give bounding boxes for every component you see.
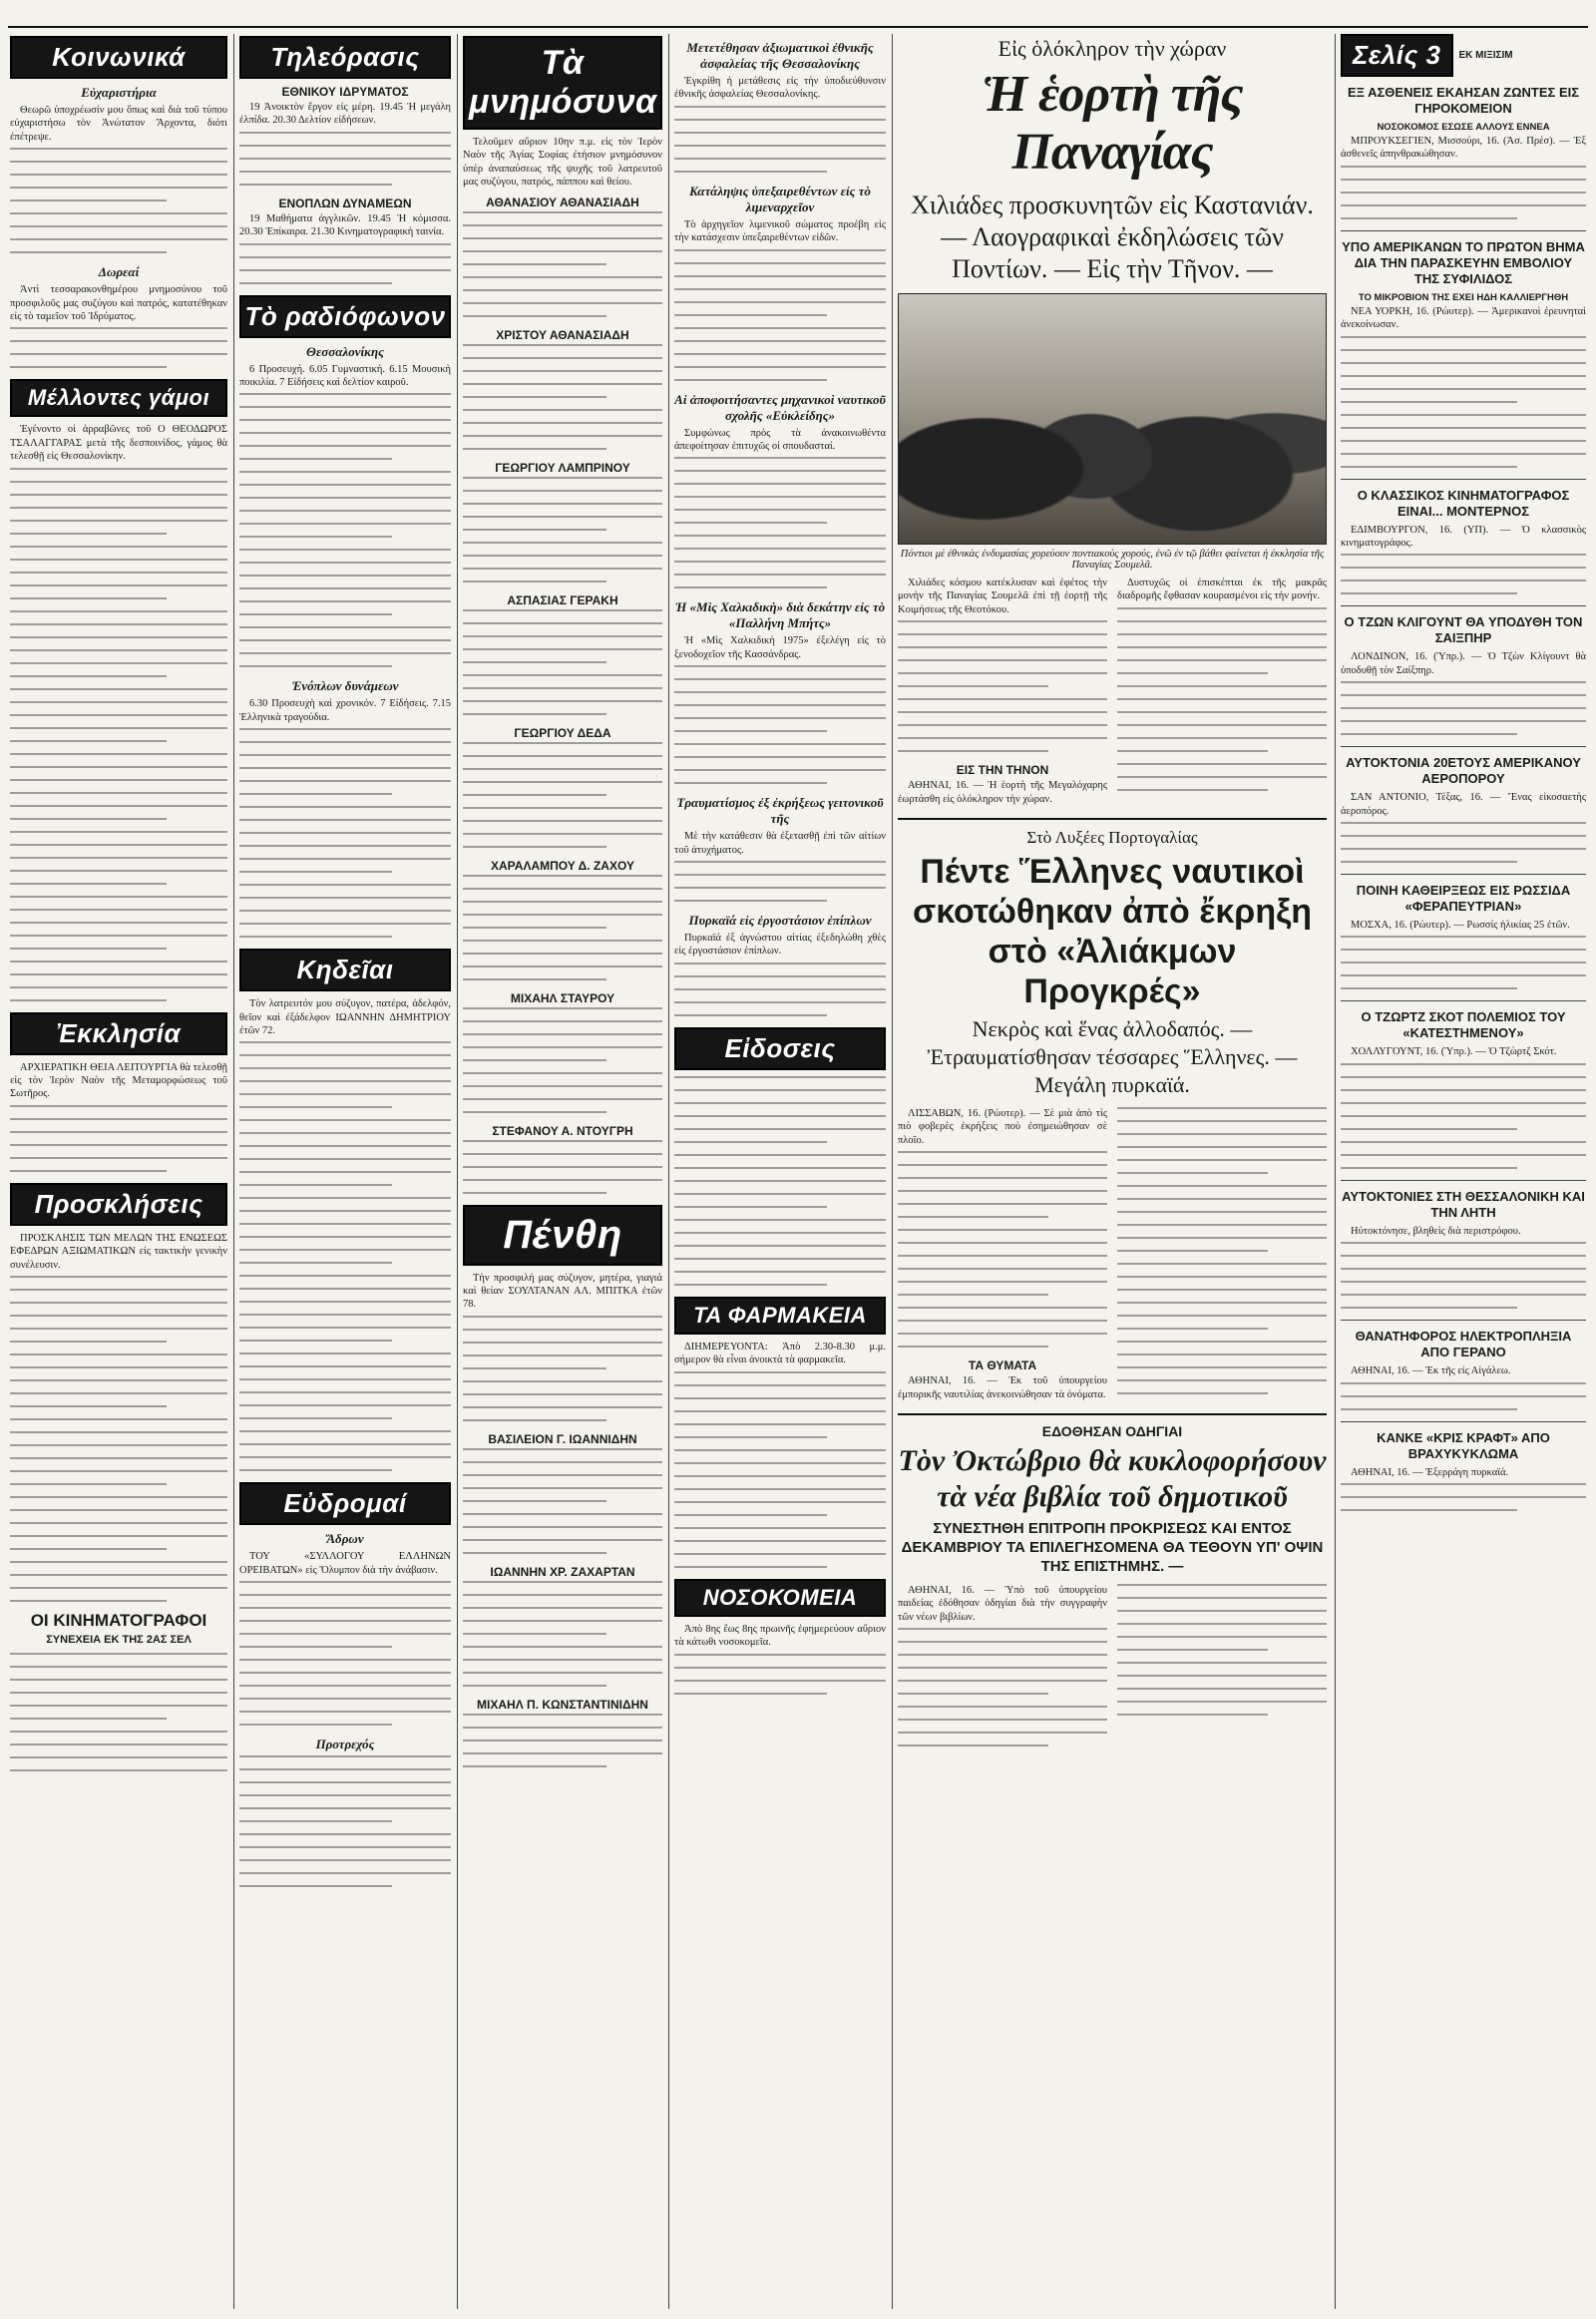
text-placeholder: [239, 243, 451, 284]
text-placeholder: [674, 665, 886, 784]
text-placeholder: [1341, 936, 1586, 989]
column-rule: [457, 34, 458, 2309]
memorial-name-5: ΓΕΩΡΓΙΟΥ ΔΕΔΑ: [514, 725, 611, 740]
story2-text2: ΑΘΗΝΑΙ, 16. — Ἐκ τοῦ ὑπουργείου ἐμπορικῆς ναυτιλίας ἀνεκοινώθησαν τὰ ὀνόματα.: [898, 1375, 1107, 1400]
right-text-6: ΜΟΣΧΑ, 16. (Ρώυτερ). — Ρωσσίς ἠλικίας 25 ἐτῶν.: [1351, 920, 1570, 932]
text-placeholder: [10, 1105, 227, 1172]
divider: [1341, 230, 1586, 231]
column-world-news: [1341, 34, 1586, 2311]
text-placeholder: [674, 861, 886, 902]
text-placeholder: [239, 728, 451, 938]
article4-title: Ἡ «Μὶς Χαλκιδικὴ» διὰ δεκάτην εἰς τὸ «Παλλήνη Μπήτς»: [674, 599, 886, 631]
main-stories: [898, 34, 1327, 2311]
right-headline-4: Ο ΤΖΩΝ ΚΛΙΓΟΥΝΤ ΘΑ ΥΠΟΔΥΘΗ ΤΟΝ ΣΑΙΞΠΗΡ: [1344, 614, 1583, 646]
right-text-5: ΣΑΝ ΑΝΤΟΝΙΟ, Τέξας, 16. — Ἕνας εἰκοσαετὴς ἀεροπόρος.: [1341, 792, 1586, 817]
text-placeholder: [239, 393, 451, 667]
section-news-brief: Εἰδοσεις: [674, 1027, 886, 1070]
column-rule: [233, 34, 234, 2309]
section-social: Κοινωνικά: [10, 36, 227, 79]
right-text-10: ΑΘΗΝΑΙ, 16. — Ἐξερράγη πυρκαϊά.: [1351, 1466, 1509, 1478]
column-rule: [668, 34, 669, 2309]
subhead-tv-yened: ΕΝΟΠΛΩΝ ΔΥΝΑΜΕΩΝ: [278, 195, 412, 210]
divider: [1341, 1320, 1586, 1321]
text-placeholder: [463, 609, 662, 715]
column-local-news: [674, 34, 886, 2311]
text-placeholder: [1341, 336, 1586, 468]
memorial-name-8: ΣΤΕΦΑΝΟΥ Α. ΝΤΟΥΓΡΗ: [492, 1123, 633, 1138]
text-placeholder: [1341, 681, 1586, 735]
story2-kicker: Στὸ Λυξέες Πορτογαλίας: [1026, 828, 1198, 848]
text-placeholder: [1341, 1483, 1586, 1511]
divider: [898, 818, 1327, 820]
right-headline-1: ΕΞ ΑΣΘΕΝΕΙΣ ΕΚΑΗΣΑΝ ΖΩΝΤΕΣ ΕΙΣ ΓΗΡΟΚΟΜΕΙΟΝ: [1347, 85, 1580, 116]
right-headline-2: ΥΠΟ ΑΜΕΡΙΚΑΝΩΝ ΤΟ ΠΡΩΤΟΝ ΒΗΜΑ ΔΙΑ ΤΗΝ ΠΑΡΑΣΚΕΥΗΝ ΕΜΒΟΛΙΟΥ ΤΗΣ ΣΥΦΙΛΙΔΟΣ: [1342, 238, 1585, 286]
article5-title: Τραυματίσμος ἐξ ἐκρήξεως γειτονικοῦ τῆς: [676, 795, 884, 827]
text-placeholder: [1341, 554, 1586, 594]
text-invitations: ΠΡΟΣΚΛΗΣΙΣ ΤΩΝ ΜΕΛΩΝ ΤΗΣ ΕΝΩΣΕΩΣ ΕΦΕΔΡΩΝ ΑΞΙΩΜΑΤΙΚΩΝ εἰς τακτικὴν γενικὴν συνέλευσιν.: [10, 1232, 227, 1271]
section-memorials: Τὰ μνημόσυνα: [463, 36, 662, 130]
story3-kicker: ΕΔΟΘΗΣΑΝ ΟΔΗΓΙΑΙ: [1041, 1423, 1183, 1440]
article2-text: Τὸ ἀρχηγεῖον λιμενικοῦ σώματος προέβη εἰς τὴν κατάσχεσιν ὑπεξαιρεθέντων εἰδῶν.: [674, 218, 886, 244]
section-church: Ἐκκλησία: [10, 1012, 227, 1055]
text-placeholder: [239, 1581, 451, 1726]
mourning-name-2: ΒΑΣΙΛΕΙΟΝ Γ. ΙΩΑΝΝΙΔΗΝ: [488, 1431, 637, 1446]
text-placeholder: [898, 1628, 1107, 1746]
article1-title: Μετετέθησαν ἀξιωματικοὶ ἐθνικῆς ἀσφαλείας τῆς Θεσσαλονίκης: [686, 40, 874, 71]
section-funerals: Κηδεῖαι: [239, 949, 451, 991]
text-placeholder: [463, 875, 662, 980]
memorial-name-7: ΜΙΧΑΗΛ ΣΤΑΥΡΟΥ: [510, 990, 615, 1005]
right-headline-7: Ο ΤΖΩΡΤΖ ΣΚΟΤ ΠΟΛΕΜΙΟΣ ΤΟΥ «ΚΑΤΕΣΤΗΜΕΝΟΥ»: [1361, 1009, 1566, 1041]
story2-deck: Νεκρὸς καὶ ἕνας ἀλλοδαπός. — Ἐτραυματίσθησαν τέσσαρες Ἕλληνες. — Μεγάλη πυρκαϊά.: [927, 1016, 1298, 1098]
text-placeholder: [674, 249, 886, 381]
right-text-9: ΑΘΗΝΑΙ, 16. — Ἐκ τῆς εἰς Αἰγάλεω.: [1351, 1365, 1511, 1377]
section-invitations: Προσκλήσεις: [10, 1183, 227, 1226]
article4-text: Ἡ «Μὶς Χαλκιδικὴ 1975» ἐξελέγη εἰς τὸ ξενοδοχεῖον τῆς Κασσάνδρας.: [674, 635, 886, 660]
subhead-excursions: Ἄδρων: [326, 1531, 364, 1547]
text-placeholder: [239, 1041, 451, 1471]
column-rule: [892, 34, 893, 2309]
text-radio-thess: 6 Προσευχή. 6.05 Γυμναστική. 6.15 Μουσικὴ ποικιλία. 7 Εἰδήσεις καὶ δελτίον καιροῦ.: [239, 363, 451, 389]
divider: [1341, 1180, 1586, 1181]
text-placeholder: [1117, 607, 1327, 791]
text-placeholder: [1341, 822, 1586, 863]
text-placeholder: [898, 620, 1107, 752]
right-text-4: ΛΟΝΔΙΝΟΝ, 16. (Ὑπρ.). — Ὁ Τζὼν Κλίγουντ θὰ ὑποδυθῇ τὸν Σαίξπηρ.: [1341, 651, 1586, 676]
text-placeholder: [898, 1151, 1107, 1348]
text-placeholder: [1117, 1584, 1327, 1716]
section-excursions: Εὐδρομαί: [239, 1482, 451, 1525]
article1-text: Ἐγκρίθη ἡ μετάθεσις εἰς τὴν ὑποδιεύθυνσιν ἐθνικῆς ἀσφαλείας Θεσσαλονίκης.: [674, 76, 886, 101]
story3-text: ΑΘΗΝΑΙ, 16. — Ὑπὸ τοῦ ὑπουργείου παιδείας ἐδόθησαν ὁδηγίαι διὰ τὴν συγγραφὴν τῶν νέων βιβλίων.: [898, 1585, 1107, 1623]
divider: [1341, 1421, 1586, 1422]
right-text-3: ΕΔΙΜΒΟΥΡΓΟΝ, 16. (ΥΠ). — Ὁ κλασσικὸς κινηματογράφος.: [1341, 524, 1586, 550]
right-headline-10: ΚΑΝΚΕ «ΚΡΙΣ ΚΡΑΦΤ» ΑΠΟ ΒΡΑΧΥΚΥΚΛΩΜΑ: [1377, 1429, 1550, 1461]
text-placeholder: [463, 742, 662, 848]
section-mourning: Πένθη: [463, 1205, 662, 1266]
text-placeholder: [463, 1581, 662, 1687]
text-placeholder: [1117, 1107, 1327, 1394]
text-placeholder: [239, 132, 451, 186]
text-placeholder: [463, 1714, 662, 1767]
right-text-2: ΝΕΑ ΥΟΡΚΗ, 16. (Ρώυτερ). — Ἀμερικανοὶ ἐρευνηταὶ ἀνεκοίνωσαν.: [1341, 305, 1586, 331]
main-kicker: Εἰς ὁλόκληρον τὴν χώραν: [998, 36, 1227, 61]
right-headline-5: ΑΥΤΟΚΤΟΝΙΑ 20ΕΤΟΥΣ ΑΜΕΡΙΚΑΝΟΥ ΑΕΡΟΠΟΡΟΥ: [1346, 755, 1581, 787]
section-cinemas: ΟΙ ΚΙΝΗΜΑΤΟΓΡΑΦΟΙ: [30, 1611, 207, 1631]
right-sub-2: ΤΟ ΜΙΚΡΟΒΙΟΝ ΤΗΣ ΕΧΕΙ ΗΔΗ ΚΑΛΛΙΕΡΓΗΘΗ: [1358, 291, 1569, 303]
text-placeholder: [1341, 1382, 1586, 1410]
news-photo: [898, 293, 1327, 545]
text-placeholder: [463, 211, 662, 317]
text-tv-yened: 19 Μαθήματα ἀγγλικῶν. 19.45 Ἡ κόμισσα. 20.30 Ἐπίκαιρα. 21.30 Κινηματογραφικὴ ταινία.: [239, 212, 451, 238]
subhead-excursions-2: Προτρεχός: [315, 1737, 375, 1752]
memorial-name-3: ΓΕΩΡΓΙΟΥ ΛΑΜΠΡΙΝΟΥ: [495, 460, 630, 475]
article6-text: Πυρκαϊά ἐξ ἀγνώστου αἰτίας ἐξεδηλώθη χθὲς εἰς ἐργοστάσιον ἐπίπλων.: [674, 933, 886, 958]
page-word: Σελίς: [1353, 40, 1418, 70]
memorial-name-4: ΑΣΠΑΣΙΑΣ ΓΕΡΑΚΗ: [507, 592, 618, 607]
divider: [1341, 479, 1586, 480]
page-number: 3: [1425, 40, 1441, 70]
divider: [1341, 605, 1586, 606]
text-excursions: ΤΟΥ «ΣΥΛΛΟΓΟΥ ΕΛΛΗΝΩΝ ΟΡΕΙΒΑΤΩΝ» εἰς Ὄλυμπον διὰ τὴν ἀνάβασιν.: [239, 1551, 451, 1576]
page-tag: ΕΚ ΜΙΞΙΣΙΜ: [1458, 50, 1513, 61]
column-rule: [1335, 34, 1336, 2309]
article5-text: Μὲ τὴν κατάθεσιν θὰ ἐξετασθῇ ἐπὶ τῶν αἰτίων τοῦ ἀτυχήματος.: [674, 831, 886, 856]
section-radio: Τὸ ραδιόφωνον: [239, 295, 451, 338]
text-placeholder: [463, 477, 662, 582]
column-tv: [239, 34, 451, 2311]
main-deck: Χιλιάδες προσκυνητῶν εἰς Καστανιάν. — Λαογραφικαὶ ἐκδηλώσεις τῶν Ποντίων. — Εἰς τὴν Τῆνον. —: [911, 191, 1314, 283]
page-badge: [1341, 34, 1453, 77]
divider: [1341, 1000, 1586, 1001]
right-headline-8: ΑΥΤΟΚΤΟΝΙΕΣ ΣΤΗ ΘΕΣΣΑΛΟΝΙΚΗ ΚΑΙ ΤΗΝ ΛΗΤΗ: [1342, 1188, 1585, 1220]
text-placeholder: [463, 1140, 662, 1194]
text-church: ΑΡΧΙΕΡΑΤΙΚΗ ΘΕΙΑ ΛΕΙΤΟΥΡΓΙΑ θὰ τελεσθῇ εἰς τὸν Ἱερὸν Ναὸν τῆς Μεταμορφώσεως τοῦ Σωτῆρος.: [10, 1061, 227, 1100]
text-thanks: Θεωρῶ ὑποχρέωσίν μου ὅπως καὶ διὰ τοῦ τύπου εὐχαριστήσω τὸν Ἀνώτατον Ἄρχοντα, διότι ἐπέτρεψε.: [10, 105, 227, 143]
subhead-thanks: Εὐχαριστήρια: [81, 85, 157, 100]
page-marker: [1341, 34, 1586, 77]
article3-text: Συμφώνως πρὸς τὰ ἀνακοινωθέντα ἀπεφοίτησαν ἐπιτυχῶς οἱ σπουδασταί.: [674, 427, 886, 453]
subhead-radio-thess: Θεσσαλονίκης: [306, 343, 384, 359]
main-text-left: Χιλιάδες κόσμου κατέκλυσαν καὶ ἐφέτος τὴν μονὴν τῆς Παναγίας Σουμελᾶ ἐπὶ τῇ ἑορτῇ τῆς Κοιμήσεως τῆς Θεοτόκου.: [898, 578, 1107, 615]
text-placeholder: [1341, 1063, 1586, 1169]
text-memorials: Τελοῦμεν αὔριον 10ην π.μ. εἰς τὸν Ἱερὸν Ναὸν τῆς Ἀγίας Σοφίας ἐτήσιον μνημόσυνον ὑπὲρ ἀναπαύσεως τῆς ψυχῆς τοῦ λατρευτοῦ μας συζύγου, πατρός, πάππου καὶ θείου.: [463, 137, 662, 189]
text-funerals: Τὸν λατρευτόν μου σύζυγον, πατέρα, ἀδελφόν, θεῖον καὶ ἐξάδελφον ΙΩΑΝΝΗΝ ΔΗΜΗΤΡΙΟΥ ἐτῶν 72.: [239, 998, 451, 1037]
main-text-right: Δυστυχῶς οἱ ἐπισκέπται ἐκ τῆς μακρᾶς διαδρομῆς ἔφθασαν κουρασμένοι εἰς τὴν μονήν.: [1117, 578, 1327, 602]
top-rule: [8, 26, 1588, 28]
text-placeholder: [463, 1448, 662, 1554]
article2-title: Κατάληψις ὑπεξαιρεθέντων εἰς τὸ λιμεναρχεῖον: [689, 183, 871, 214]
story2-headline: Πέντε Ἕλληνες ναυτικοὶ σκοτώθηκαν ἀπὸ ἔκρηξη στὸ «Ἀλιάκμων Προγκρές»: [912, 853, 1313, 1011]
story3-deck: ΣΥΝΕΣΤΗΘΗ ΕΠΙΤΡΟΠΗ ΠΡΟΚΡΙΣΕΩΣ ΚΑΙ ΕΝΤΟΣ ΔΕΚΑΜΒΡΙΟΥ ΤΑ ΕΠΙΛΕΓΗΣΟΜΕΝΑ ΘΑ ΤΕΘΟΥΝ ΥΠ' ΟΨΙΝ ΤΗΣ ΕΠΙΣΤΗΜΗΣ. —: [901, 1520, 1324, 1576]
divider: [1341, 874, 1586, 875]
right-headline-9: ΘΑΝΑΤΗΦΟΡΟΣ ΗΛΕΚΤΡΟΠΛΗΞΙΑ ΑΠΟ ΓΕΡΑΝΟ: [1355, 1329, 1572, 1360]
cinemas-sub: ΣΥΝΕΧΕΙΑ ΕΚ ΤΗΣ 2ΑΣ ΣΕΛ: [46, 1634, 192, 1647]
right-headline-6: ΠΟΙΝΗ ΚΑΘΕΙΡΞΕΩΣ ΕΙΣ ΡΩΣΣΙΔΑ «ΦΕΡΑΠΕΥΤΡΙΑΝ»: [1356, 883, 1571, 915]
text-placeholder: [674, 1371, 886, 1568]
subhead-radio-armed: Ἐνόπλων δυνάμεων: [291, 678, 399, 694]
text-placeholder: [674, 963, 886, 1016]
text-tv-eiri: 19 Ἀνοικτὸν ἔργον εἰς μέρη. 19.45 Ἡ μεγάλη ἐλπίδα. 20.30 Δελτίον εἰδήσεων.: [239, 102, 451, 127]
subsection-tinos: ΕΙΣ ΤΗΝ ΤΗΝΟΝ: [956, 763, 1049, 778]
main-headline: Ἡ ἑορτὴ τῆς Παναγίας: [982, 66, 1243, 181]
divider: [898, 1413, 1327, 1415]
column-social: [10, 34, 227, 2311]
text-weddings: Ἐγένοντο οἱ ἀρραβῶνες τοῦ Ο ΘΕΟΔΩΡΟΣ ΤΣΑΛΑΓΓΑΡΑΣ μετὰ τῆς δεσποινίδος, γάμος θὰ τελεσθῇ εἰς Θεσσαλονίκην.: [10, 424, 227, 463]
text-donations: Ἀντὶ τεσσαρακονθημέρου μνημοσύνου τοῦ προσφιλοῦς μας συζύγου καὶ πατρός, κατατέθηκαν εἰς τὸ ταμεῖον τοῦ Ἱδρύματος.: [10, 284, 227, 323]
text-placeholder: [674, 1076, 886, 1286]
subhead-donations: Δωρεαί: [98, 264, 140, 280]
section-pharmacies: ΤΑ ΦΑΡΜΑΚΕΙΑ: [674, 1297, 886, 1335]
text-mourning: Τὴν προσφιλή μας σύζυγον, μητέρα, γιαγιά καὶ θείαν ΣΟΥΛΤΑΝΑΝ ΑΛ. ΜΠΙΤΚΑ ἐτῶν 78.: [463, 1272, 662, 1311]
text-placeholder: [463, 1007, 662, 1113]
memorial-name-1: ΑΘΑΝΑΣΙΟΥ ΑΘΑΝΑΣΙΑΔΗ: [486, 194, 639, 209]
story3-headline: Τὸν Ὀκτώβριο θὰ κυκλοφορήσουν τὰ νέα βιβλία τοῦ δημοτικοῦ: [898, 1444, 1327, 1514]
text-placeholder: [1341, 1242, 1586, 1309]
right-headline-3: Ο ΚΛΑΣΣΙΚΟΣ ΚΙΝΗΜΑΤΟΓΡΑΦΟΣ ΕΙΝΑΙ... ΜΟΝΤΕΡΝΟΣ: [1357, 487, 1570, 519]
text-placeholder: [239, 1755, 451, 1887]
text-placeholder: [10, 327, 227, 368]
memorial-name-2: ΧΡΙΣΤΟΥ ΑΘΑΝΑΣΙΑΔΗ: [496, 327, 629, 342]
right-text-1: ΜΠΡΟΥΚΣΕΓΙΕΝ, Μισσούρι, 16. (Ἀσ. Πρέσ). — Ἐξ ἀσθενεῖς ἀπηνθρακώθησαν.: [1341, 136, 1586, 161]
memorial-name-6: ΧΑΡΑΛΑΜΠΟΥ Δ. ΖΑΧΟΥ: [491, 858, 634, 873]
right-sub-1: ΝΟΣΟΚΟΜΟΣ ΕΣΩΣΕ ΑΛΛΟΥΣ ΕΝΝΕΑ: [1377, 122, 1550, 133]
story2-text: ΛΙΣΣΑΒΩΝ, 16. (Ρώυτερ). — Σὲ μιὰ ἀπὸ τὶς πιὸ φοβερὲς ἐκρήξεις ποὺ ἐσημειώθησαν σὲ πλοῖο.: [898, 1108, 1107, 1146]
text-placeholder: [674, 106, 886, 173]
right-text-7: ΧΟΛΛΥΓΟΥΝΤ, 16. (Ὑπρ.). — Ὁ Τζὼρτζ Σκότ.: [1351, 1046, 1557, 1058]
text-placeholder: [10, 148, 227, 253]
section-hospitals: ΝΟΣΟΚΟΜΕΙΑ: [674, 1579, 886, 1617]
section-tv: Τηλεόρασις: [239, 36, 451, 79]
tinos-text: ΑΘΗΝΑΙ, 16. — Ἡ ἑορτὴ τῆς Μεγαλόχαρης ἑωρτάσθη εἰς ὁλόκληρον τὴν χώραν.: [898, 780, 1107, 805]
photo-caption: Πόντιοι μὲ ἐθνικὰς ἐνδυμασίας χορεύουν ποντιακοὺς χορούς, ἐνῶ ἐν τῷ βάθει φαίνεται ἡ ἐκκλησία τῆς Παναγίας Σουμελᾶ.: [900, 549, 1325, 571]
text-placeholder: [674, 457, 886, 588]
text-radio-armed: 6.30 Προσευχὴ καὶ χρονικόν. 7 Εἰδήσεις. 7.15 Ἑλληνικὰ τραγούδια.: [239, 698, 451, 723]
text-placeholder: [10, 468, 227, 1001]
text-placeholder: [463, 344, 662, 450]
mourning-name-4: ΜΙΧΑΗΛ Π. ΚΩΝΣΤΑΝΤΙΝΙΔΗΝ: [477, 1697, 648, 1712]
subhead-tv-eiri: ΕΘΝΙΚΟΥ ΙΔΡΥΜΑΤΟΣ: [281, 85, 409, 99]
text-placeholder: [463, 1316, 662, 1421]
divider: [1341, 746, 1586, 747]
text-pharmacies: ΔΙΗΜΕΡΕΥΟΝΤΑ: Ἀπὸ 2.30-8.30 μ.μ. σήμερον θὰ εἶναι ἀνοικτὰ τὰ φαρμακεῖα.: [674, 1341, 886, 1366]
right-text-8: Ηὐτοκτόνησε, βληθεὶς διὰ περιστρόφου.: [1351, 1225, 1521, 1237]
text-placeholder: [10, 1653, 227, 1771]
text-hospitals: Ἀπὸ 8ης ἕως 8ης πρωινῆς ἐφημερεύουν αὔριον τὰ κάτωθι νοσοκομεῖα.: [674, 1623, 886, 1649]
article6-title: Πυρκαϊά εἰς ἐργοστάσιον ἐπίπλων: [688, 913, 872, 929]
column-memorials: [463, 34, 662, 2311]
article3-title: Αἱ ἀποφοιτήσαντες μηχανικοὶ ναυτικοῦ σχολῆς «Εὐκλείδης»: [674, 391, 886, 423]
story2-sub: ΤΑ ΘΥΜΑΤΑ: [968, 1358, 1037, 1373]
mourning-name-3: ΙΩΑΝΝΗΝ ΧΡ. ΖΑΧΑΡΤΑΝ: [490, 1564, 635, 1579]
section-weddings: Μέλλοντες γάμοι: [10, 379, 227, 417]
text-placeholder: [10, 1276, 227, 1602]
text-placeholder: [1341, 166, 1586, 219]
text-placeholder: [674, 1654, 886, 1695]
